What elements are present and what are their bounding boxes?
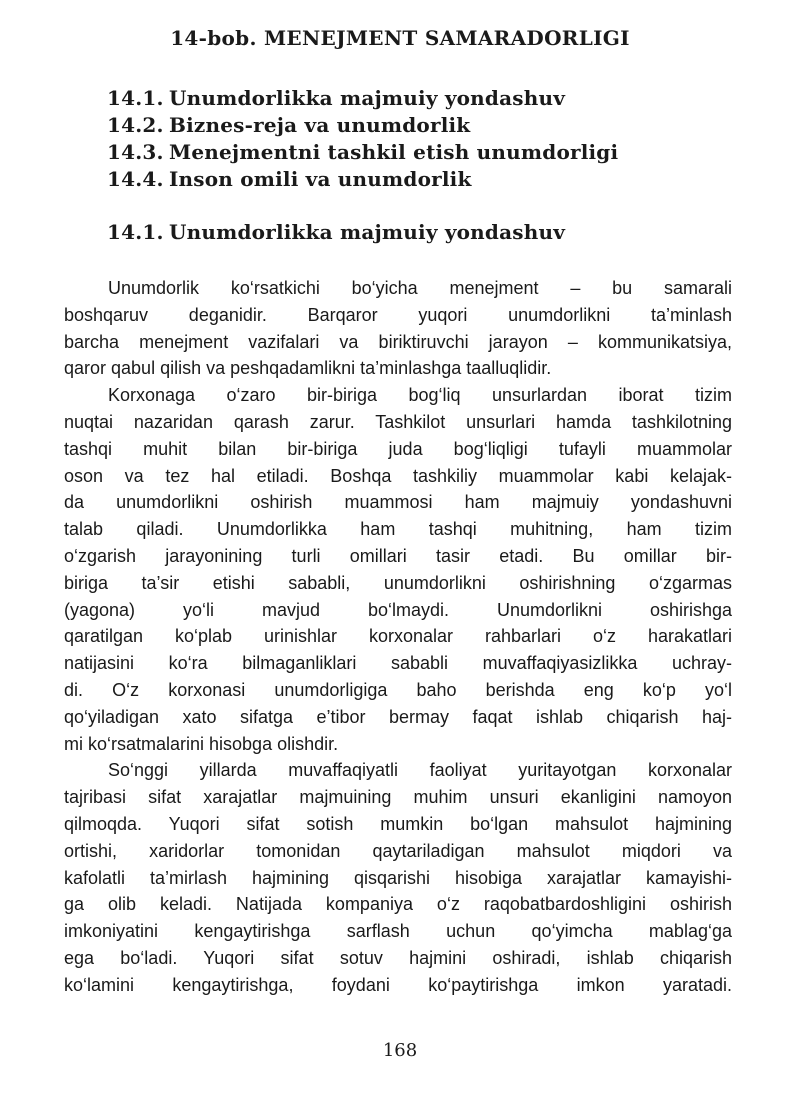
- text-line: Unumdorlik ko‘rsatkichi bo‘yicha menejment – bu samarali: [108, 278, 732, 298]
- text-line: qo‘yiladigan xato sifatga e’tibor bermay faqat ishlab chiqarish haj-: [64, 706, 732, 727]
- text-line: barcha menejment vazifalari va biriktiruvchi jarayon – kommunikatsiya,: [64, 331, 732, 352]
- toc-item: [107, 85, 618, 112]
- chapter-title: 14-bob. MENEJMENT SAMARADORLIGI: [170, 26, 630, 50]
- text-line: So‘nggi yillarda muvaffaqiyatli faoliyat yuritayotgan korxonalar: [108, 760, 732, 781]
- toc-item: [107, 112, 618, 139]
- text-line: ortishi, xaridorlar tomonidan qaytariladigan mahsulot miqdori va: [64, 840, 732, 861]
- text-line: natijasini ko‘ra bilmaganliklari sababli muvaffaqiyasizlikka uchray-: [64, 653, 732, 674]
- text-line: di. O‘z korxonasi unumdorligiga baho berishda eng ko‘p yo‘l: [64, 679, 732, 700]
- toc-item-number: 14.2.: [107, 113, 164, 137]
- toc-item-number: 14.4.: [107, 167, 164, 191]
- chapter-contents: [107, 85, 618, 193]
- toc-item-title: Inson omili va unumdorlik: [169, 167, 472, 191]
- section-heading: [107, 220, 565, 244]
- paragraph: [64, 275, 732, 382]
- text-line: (yagona) yo‘li mavjud bo‘lmaydi. Unumdorlikni oshirishga: [64, 599, 732, 620]
- toc-item: [107, 166, 618, 193]
- text-line: biriga ta’sir etishi sababli, unumdorlikni oshirishning o‘zgarmas: [64, 572, 732, 593]
- toc-item-title: Biznes-reja va unumdorlik: [169, 113, 471, 137]
- text-line: imkoniyatini kengaytirishga sarflash uchun qo‘yimcha mablag‘ga: [64, 921, 732, 942]
- text-line: kafolatli ta’mirlash hajmining qisqarishi hisobiga xarajatlar kamayishi-: [64, 867, 732, 888]
- text-line: ko‘lamini kengaytirishga, foydani ko‘paytirishga imkon yaratadi.: [64, 974, 732, 995]
- section-number: 14.1.: [107, 220, 164, 244]
- text-line: ega bo‘ladi. Yuqori sifat sotuv hajmini oshiradi, ishlab chiqarish: [64, 947, 732, 968]
- text-line: qaratilgan ko‘plab urinishlar korxonalar rahbarlari o‘z harakatlari: [64, 626, 732, 647]
- toc-item-title: Unumdorlikka majmuiy yondashuv: [169, 86, 566, 110]
- paragraph: [64, 757, 732, 998]
- text-line: Korxonaga o‘zaro bir-biriga bog‘liq unsurlardan iborat tizim: [108, 385, 732, 406]
- text-line: da unumdorlikni oshirish muammosi ham majmuiy yondashuvni: [64, 492, 732, 513]
- toc-item-title: Menejmentni tashkil etish unumdorligi: [169, 140, 619, 164]
- toc-item-number: 14.1.: [107, 86, 164, 110]
- text-line: mi ko‘rsatmalarini hisobga olishdir.: [64, 733, 339, 754]
- text-line: boshqaruv deganidir. Barqaror yuqori unumdorlikni ta’minlash: [64, 304, 732, 325]
- text-line: ga olib keladi. Natijada kompaniya o‘z raqobatbardoshligini oshirish: [64, 894, 732, 915]
- body-text: [64, 275, 732, 999]
- text-line: nuqtai nazaridan qarash zarur. Tashkilot unsurlari hamda tashkilotning: [64, 411, 732, 432]
- text-line: qilmoqda. Yuqori sifat sotish mumkin bo‘lgan mahsulot hajmining: [64, 813, 732, 834]
- text-line: qaror qabul qilish va peshqadamlikni ta’minlashga taalluqlidir.: [64, 358, 552, 379]
- text-line: talab qiladi. Unumdorlikka ham tashqi muhitning, ham tizim: [64, 519, 732, 540]
- toc-item: [107, 139, 618, 166]
- page-number: 168: [382, 1040, 418, 1061]
- text-line: oson va tez hal etiladi. Boshqa tashkiliy muammolar kabi kelajak-: [64, 465, 732, 486]
- text-line: tashqi muhit bilan bir-biriga juda bog‘liqligi tufayli muammolar: [64, 438, 732, 459]
- toc-item-number: 14.3.: [107, 140, 164, 164]
- section-title: Unumdorlikka majmuiy yondashuv: [169, 220, 566, 244]
- text-line: tajribasi sifat xarajatlar majmuining muhim unsuri ekanligini namoyon: [64, 787, 732, 808]
- text-line: o‘zgarish jarayonining turli omillari tasir etadi. Bu omillar bir-: [64, 545, 732, 566]
- paragraph: [64, 382, 732, 757]
